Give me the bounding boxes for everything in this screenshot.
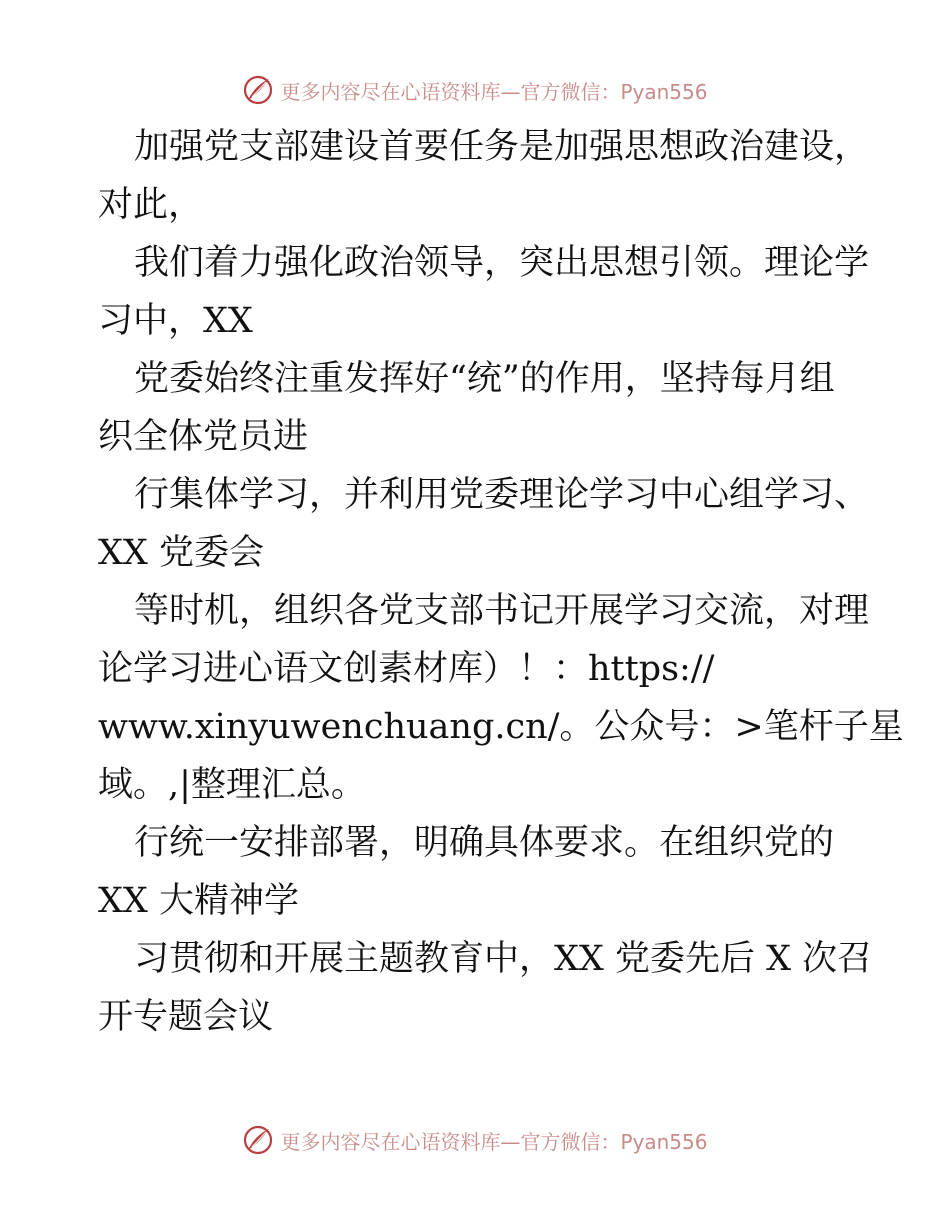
document-line: 等时机，组织各党支部书记开展学习交流，对理: [134, 591, 870, 631]
document-line: XX 党委会: [98, 533, 264, 573]
footer-banner-text: 更多内容尽在心语资料库—官方微信：Pyan556: [280, 1129, 708, 1154]
document-line: 域。,|整理汇总。: [98, 765, 366, 805]
quill-logo-icon: [242, 74, 274, 106]
document-line: 对此，: [98, 185, 204, 225]
document-line: 加强党支部建设首要任务是加强思想政治建设，: [134, 127, 870, 167]
header-banner-text: 更多内容尽在心语资料库—官方微信：Pyan556: [280, 79, 708, 104]
document-line: 行集体学习，并利用党委理论学习中心组学习、: [134, 475, 870, 515]
document-body: [98, 118, 904, 1046]
document-line: 我们着力强化政治领导，突出思想引领。理论学: [134, 243, 870, 283]
quill-logo-icon: [242, 1124, 274, 1156]
document-line: 习中，XX: [98, 301, 253, 341]
document-line: 开专题会议: [98, 997, 274, 1037]
document-line: 论学习进心语文创素材库）！：https://: [98, 649, 715, 689]
footer-watermark: [0, 1120, 950, 1160]
document-line: www.xinyuwenchuang.cn/。公众号：>笔杆子星: [98, 707, 904, 747]
document-line: XX 大精神学: [98, 881, 299, 921]
header-watermark: [0, 70, 950, 110]
document-line: 党委始终注重发挥好“统”的作用，坚持每月组: [134, 359, 835, 399]
document-line: 织全体党员进: [98, 417, 309, 457]
document-line: 行统一安排部署，明确具体要求。在组织党的: [134, 823, 835, 863]
document-line: 习贯彻和开展主题教育中，XX 党委先后 X 次召: [134, 939, 873, 979]
